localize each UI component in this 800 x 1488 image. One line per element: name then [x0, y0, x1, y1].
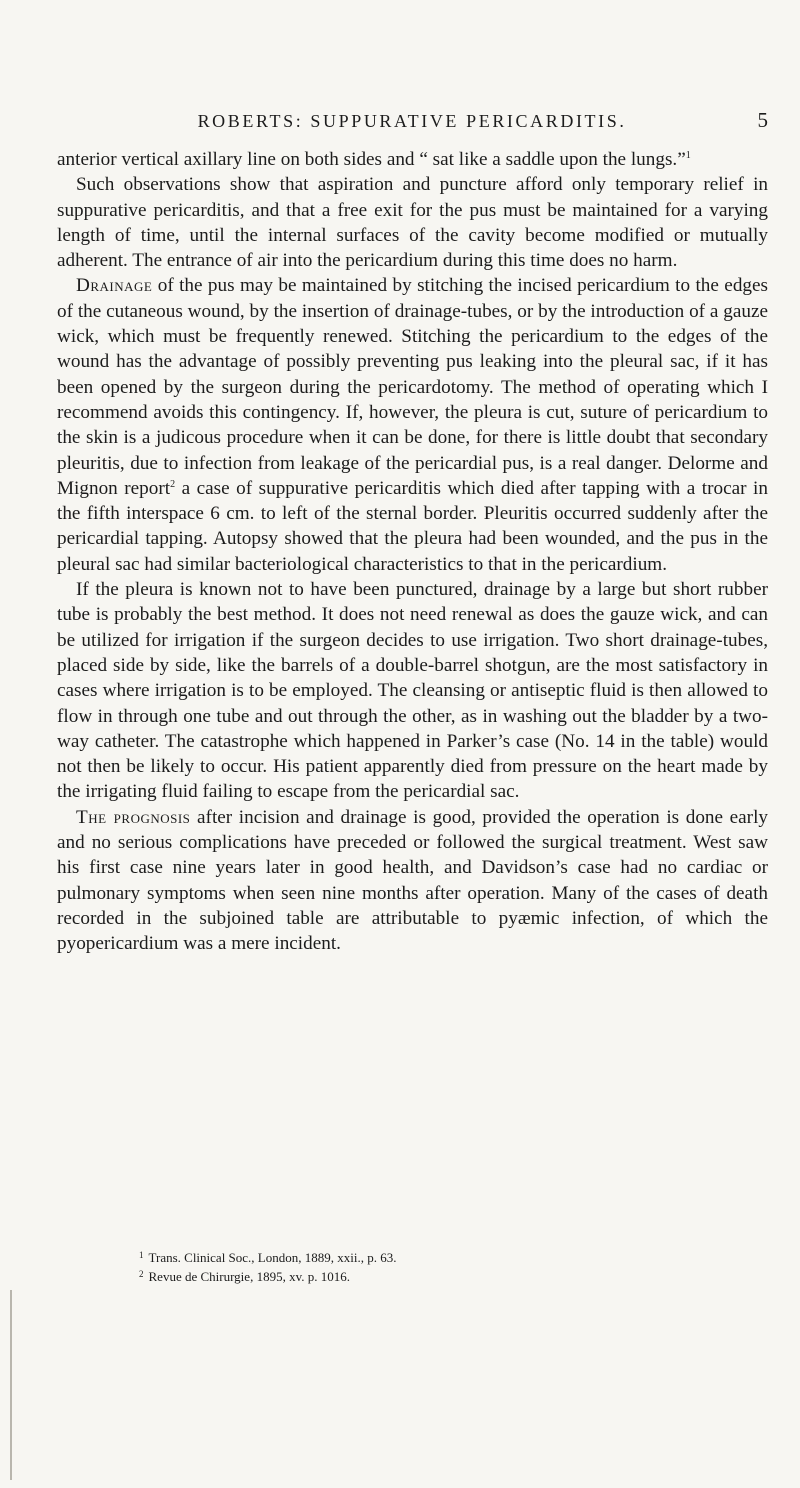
body-text — [57, 147, 768, 957]
footnote-2 — [139, 1266, 739, 1285]
paragraph-1 — [57, 147, 768, 172]
paragraph-3 — [57, 273, 768, 577]
drainage-heading: Drainage — [76, 275, 153, 297]
footnote-ref-1: 1 — [685, 150, 691, 161]
footnote-2-text: Revue de Chirurgie, 1895, xv. p. 1016. — [148, 1269, 350, 1284]
paragraph-3-text-b: a case of suppurative pericarditis which died after tapping with a trocar in the fifth interspace 6 cm. to left of the sternal border. Pleuritis occurred suddenly after the pericardial tapping. Autopsy showed that the pleura had been wounded, and the pus in the pleural sac had similar bacteriological characteristics to that in the pericardium. — [57, 477, 768, 575]
footnote-1 — [139, 1247, 739, 1266]
paragraph-5-text: after incision and drainage is good, provided the operation is done early and no serious complications have preceded or followed the surgical treatment. West saw his first case nine years later in good health, and Davidson’s case had no cardiac or pulmonary symptoms when seen nine months after operation. Many of the cases of death recorded in the subjoined table are attributable to pyæmic infection, of which the pyopericardium was a mere incident. — [57, 806, 768, 955]
binding-shadow-line — [10, 1290, 12, 1480]
prognosis-heading: The prognosis — [76, 806, 191, 828]
paragraph-3-text-a: of the pus may be maintained by stitching the incised pericardium to the edges of the cutaneous wound, by the insertion of drainage-tubes, or by the introduction of a gauze wick, which must be frequently renewed. Stitching the pericardium to the edges of the wound has the advantage of possibly preventing pus leaking into the pleural sac, if it has been opened by the surgeon during the pericardotomy. The method of operating which I recommend avoids this contingency. If, however, the pleura is cut, suture of pericardium to the skin is a judicous procedure when it can be done, for there is little doubt that secondary pleuritis, due to infection from leakage of the pericardial pus, is a real danger. Delorme and Mignon report — [57, 275, 768, 499]
page-header — [56, 108, 768, 136]
footnotes — [139, 1247, 739, 1285]
page-number: 5 — [757, 108, 768, 132]
footnote-1-text: Trans. Clinical Soc., London, 1889, xxii., p. 63. — [148, 1250, 397, 1265]
paragraph-2: Such observations show that aspiration and puncture afford only temporary relief in suppurative pericarditis, and that a free exit for the pus must be maintained for a varying length of time, until the internal surfaces of the cavity become modified or mutually adherent. The entrance of air into the pericardium during this time does no harm. — [57, 174, 768, 272]
running-title: ROBERTS: SUPPURATIVE PERICARDITIS. — [197, 111, 627, 131]
paragraph-5 — [57, 805, 768, 957]
paragraph-4: If the pleura is known not to have been punctured, drainage by a large but short rubber tube is probably the best method. It does not need renewal as does the gauze wick, and can be utilized for irrigation if the surgeon decides to use irrigation. Two short drainage-tubes, placed side by side, like the barrels of a double-barrel shotgun, are the most satisfactory in cases where irrigation is to be employed. The cleansing or antiseptic fluid is then allowed to flow in through one tube and out through the other, as in washing out the bladder by a two-way catheter. The catastrophe which happened in Parker’s case (No. 14 in the table) would not then be likely to occur. His patient apparently died from pressure on the heart made by the irrigating fluid failing to escape from the pericardial sac. — [57, 579, 768, 803]
paragraph-1-text: anterior vertical axillary line on both sides and “ sat like a saddle upon the lungs.” — [57, 149, 686, 170]
footnote-ref-2: 2 — [170, 478, 176, 490]
footnote-1-number: 1 — [139, 1250, 144, 1260]
footnote-2-number: 2 — [139, 1269, 144, 1279]
